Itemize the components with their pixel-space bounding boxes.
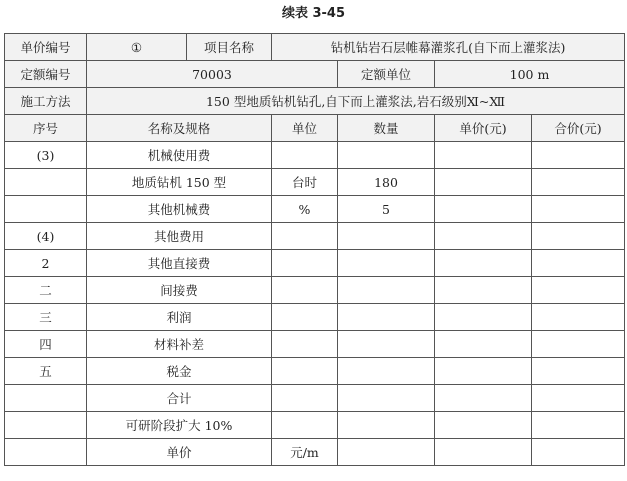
row-price — [435, 385, 532, 412]
row-no — [5, 412, 87, 439]
quota-unit-label: 定额单位 — [338, 61, 435, 88]
row-price — [435, 358, 532, 385]
row-total — [532, 331, 625, 358]
table-row — [5, 331, 625, 358]
row-unit: % — [272, 196, 338, 223]
row-total — [532, 277, 625, 304]
row-name: 税金 — [87, 358, 272, 385]
project-name-value: 钻机钻岩石层帷幕灌浆孔(自下而上灌浆法) — [272, 34, 625, 61]
row-unit: 元/m — [272, 439, 338, 466]
unit-no-value: ① — [87, 34, 187, 61]
row-no: (4) — [5, 223, 87, 250]
row-total — [532, 385, 625, 412]
table-row — [5, 439, 625, 466]
row-name: 其他费用 — [87, 223, 272, 250]
row-price — [435, 169, 532, 196]
table-row — [5, 412, 625, 439]
method-label: 施工方法 — [5, 88, 87, 115]
row-qty: 5 — [338, 196, 435, 223]
row-qty — [338, 142, 435, 169]
row-price — [435, 223, 532, 250]
row-no: (3) — [5, 142, 87, 169]
row-unit — [272, 277, 338, 304]
row-unit — [272, 250, 338, 277]
row-qty — [338, 439, 435, 466]
row-qty — [338, 358, 435, 385]
row-name: 可研阶段扩大 10% — [87, 412, 272, 439]
row-total — [532, 223, 625, 250]
table-row — [5, 250, 625, 277]
col-header-no: 序号 — [5, 115, 87, 142]
row-qty — [338, 412, 435, 439]
row-no — [5, 169, 87, 196]
unit-no-label: 单价编号 — [5, 34, 87, 61]
info-row-method — [5, 88, 625, 115]
row-qty — [338, 250, 435, 277]
col-header-total: 合价(元) — [532, 115, 625, 142]
row-name: 机械使用费 — [87, 142, 272, 169]
table-row — [5, 142, 625, 169]
row-no — [5, 439, 87, 466]
row-name: 材料补差 — [87, 331, 272, 358]
row-no: 三 — [5, 304, 87, 331]
row-price — [435, 277, 532, 304]
col-header-qty: 数量 — [338, 115, 435, 142]
row-price — [435, 412, 532, 439]
row-qty — [338, 331, 435, 358]
row-price — [435, 250, 532, 277]
col-header-price: 单价(元) — [435, 115, 532, 142]
row-no: 四 — [5, 331, 87, 358]
col-header-name: 名称及规格 — [87, 115, 272, 142]
row-no: 2 — [5, 250, 87, 277]
row-name: 单价 — [87, 439, 272, 466]
table-row — [5, 169, 625, 196]
row-unit — [272, 223, 338, 250]
row-name: 合计 — [87, 385, 272, 412]
row-total — [532, 196, 625, 223]
row-unit — [272, 412, 338, 439]
row-unit — [272, 385, 338, 412]
table-row — [5, 223, 625, 250]
row-unit — [272, 142, 338, 169]
row-total — [532, 358, 625, 385]
row-no — [5, 385, 87, 412]
row-price — [435, 196, 532, 223]
row-qty — [338, 223, 435, 250]
project-name-label: 项目名称 — [187, 34, 272, 61]
row-unit: 台时 — [272, 169, 338, 196]
method-value: 150 型地质钻机钻孔,自下而上灌浆法,岩石级别Ⅺ~Ⅻ — [87, 88, 625, 115]
row-no: 五 — [5, 358, 87, 385]
table-row — [5, 358, 625, 385]
row-name: 利润 — [87, 304, 272, 331]
row-name: 其他直接费 — [87, 250, 272, 277]
row-name: 间接费 — [87, 277, 272, 304]
info-row-unit-no — [5, 34, 625, 61]
row-no: 二 — [5, 277, 87, 304]
row-total — [532, 142, 625, 169]
row-price — [435, 142, 532, 169]
row-unit — [272, 304, 338, 331]
row-qty — [338, 385, 435, 412]
column-header-row — [5, 115, 625, 142]
row-total — [532, 250, 625, 277]
row-qty — [338, 277, 435, 304]
row-price — [435, 439, 532, 466]
unit-price-table — [4, 33, 625, 466]
row-unit — [272, 358, 338, 385]
row-total — [532, 412, 625, 439]
row-no — [5, 196, 87, 223]
quota-no-label: 定额编号 — [5, 61, 87, 88]
row-unit — [272, 331, 338, 358]
col-header-unit: 单位 — [272, 115, 338, 142]
row-name: 其他机械费 — [87, 196, 272, 223]
table-title: 续表 3-45 — [281, 6, 346, 21]
row-total — [532, 169, 625, 196]
row-price — [435, 331, 532, 358]
row-qty: 180 — [338, 169, 435, 196]
row-total — [532, 304, 625, 331]
table-row — [5, 385, 625, 412]
row-name: 地质钻机 150 型 — [87, 169, 272, 196]
row-total — [532, 439, 625, 466]
info-row-quota — [5, 61, 625, 88]
quota-unit-value: 100 m — [435, 61, 625, 88]
quota-no-value: 70003 — [87, 61, 338, 88]
row-qty — [338, 304, 435, 331]
table-row — [5, 304, 625, 331]
table-row — [5, 196, 625, 223]
table-row — [5, 277, 625, 304]
row-price — [435, 304, 532, 331]
